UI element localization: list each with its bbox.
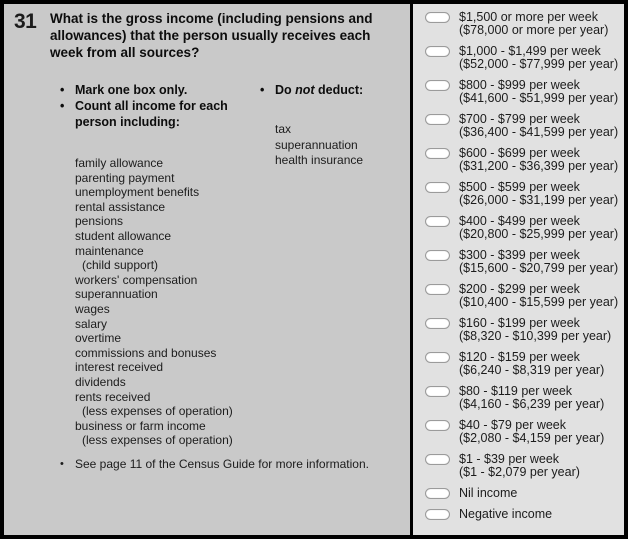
option-checkbox[interactable] — [425, 509, 450, 520]
option-week-label: $1,000 - $1,499 per week — [459, 44, 601, 58]
instructions-left-column — [60, 82, 242, 448]
income-source-item: dividends — [75, 374, 126, 389]
income-source-item: unemployment benefits — [75, 185, 200, 200]
option-week-label: $40 - $79 per week — [459, 418, 567, 432]
option-labels — [459, 79, 618, 105]
option-labels — [459, 385, 604, 411]
income-source-item: (less expenses of operation) — [82, 404, 233, 419]
income-source-item: workers' compensation — [75, 272, 198, 287]
income-option-row — [425, 351, 620, 377]
question-header — [4, 4, 410, 61]
option-year-label: ($2,080 - $4,159 per year) — [459, 431, 605, 445]
option-labels — [459, 113, 618, 139]
income-source-item: pensions — [75, 214, 124, 229]
income-option-row — [425, 283, 620, 309]
option-year-label: ($20,800 - $25,999 per year) — [459, 227, 619, 241]
instructions-right-column — [260, 82, 363, 448]
option-year-label: ($26,000 - $31,199 per year) — [459, 193, 619, 207]
option-labels — [459, 249, 618, 275]
instructions-columns — [4, 82, 410, 448]
option-checkbox[interactable] — [425, 46, 450, 57]
option-week-label: $500 - $599 per week — [459, 180, 580, 194]
option-year-label: ($10,400 - $15,599 per year) — [459, 295, 619, 309]
option-labels — [459, 215, 618, 241]
income-option-row — [425, 147, 620, 173]
income-option-row — [425, 249, 620, 275]
option-checkbox[interactable] — [425, 420, 450, 431]
income-source-item: parenting payment — [75, 170, 175, 185]
option-checkbox[interactable] — [425, 454, 450, 465]
deduct-item: superannuation — [275, 137, 358, 152]
option-labels — [459, 283, 618, 309]
option-week-label: Negative income — [459, 507, 553, 521]
option-week-label: $200 - $299 per week — [459, 282, 580, 296]
option-labels — [459, 453, 580, 479]
income-source-item: family allowance — [75, 156, 164, 170]
option-labels — [459, 11, 608, 37]
option-labels — [459, 317, 611, 343]
option-year-label: ($31,200 - $36,399 per year) — [459, 159, 619, 173]
income-option-row — [425, 79, 620, 105]
income-source-item: wages — [75, 301, 110, 316]
option-checkbox[interactable] — [425, 386, 450, 397]
option-week-label: $400 - $499 per week — [459, 214, 580, 228]
income-source-item: salary — [75, 316, 108, 331]
option-year-label: ($52,000 - $77,999 per year) — [459, 57, 619, 71]
option-week-label: $800 - $999 per week — [459, 78, 580, 92]
deduct-emph: not — [295, 83, 315, 97]
income-option-row — [425, 317, 620, 343]
option-checkbox[interactable] — [425, 148, 450, 159]
income-source-item: student allowance — [75, 228, 172, 243]
income-option-row — [425, 113, 620, 139]
income-source-item: (child support) — [82, 258, 159, 273]
question-number: 31 — [14, 10, 37, 33]
option-labels — [459, 487, 517, 500]
option-labels — [459, 419, 604, 445]
option-week-label: $700 - $799 per week — [459, 112, 580, 126]
option-week-label: $1,500 or more per week — [459, 10, 598, 24]
income-sources-list — [75, 156, 242, 448]
income-option-row — [425, 487, 620, 500]
option-year-label: ($36,400 - $41,599 per year) — [459, 125, 619, 139]
income-option-row — [425, 11, 620, 37]
option-checkbox[interactable] — [425, 284, 450, 295]
deduct-post: deduct: — [314, 83, 364, 97]
option-week-label: $300 - $399 per week — [459, 248, 580, 262]
income-source-item: interest received — [75, 360, 164, 375]
income-source-item: maintenance — [75, 243, 144, 258]
income-option-row — [425, 181, 620, 207]
option-year-label: ($4,160 - $6,239 per year) — [459, 397, 605, 411]
income-option-row — [425, 45, 620, 71]
question-text: What is the gross income (including pensions and allowances) that the person usually receives each week from all sources? — [50, 11, 373, 60]
option-checkbox[interactable] — [425, 12, 450, 23]
deduct-pre: Do — [275, 83, 296, 97]
option-year-label: ($78,000 or more per year) — [459, 23, 609, 37]
deduct-item: health insurance — [275, 153, 364, 167]
option-labels — [459, 508, 552, 521]
option-year-label: ($6,240 - $8,319 per year) — [459, 363, 605, 377]
question-panel — [4, 4, 413, 535]
option-year-label: ($41,600 - $51,999 per year) — [459, 91, 619, 105]
option-checkbox[interactable] — [425, 352, 450, 363]
income-source-item: superannuation — [75, 287, 158, 302]
option-week-label: $160 - $199 per week — [459, 316, 580, 330]
answer-panel — [413, 4, 624, 535]
option-year-label: ($8,320 - $10,399 per year) — [459, 329, 612, 343]
deduct-items-list — [275, 122, 363, 169]
deduct-item: tax — [275, 122, 292, 136]
income-option-row — [425, 508, 620, 521]
option-labels — [459, 181, 618, 207]
option-checkbox[interactable] — [425, 250, 450, 261]
income-source-item: (less expenses of operation) — [82, 433, 233, 448]
income-source-item: business or farm income — [75, 418, 206, 433]
option-labels — [459, 45, 618, 71]
income-option-row — [425, 385, 620, 411]
income-option-row — [425, 215, 620, 241]
option-checkbox[interactable] — [425, 114, 450, 125]
instruction-do-not-deduct — [260, 82, 363, 98]
income-source-item: rental assistance — [75, 199, 166, 214]
option-year-label: ($1 - $2,079 per year) — [459, 465, 580, 479]
option-week-label: $80 - $119 per week — [459, 384, 573, 398]
income-source-item: rents received — [75, 389, 151, 404]
option-labels — [459, 351, 604, 377]
income-source-item: commissions and bonuses — [75, 345, 217, 360]
option-checkbox[interactable] — [425, 80, 450, 91]
option-checkbox[interactable] — [425, 318, 450, 329]
option-labels — [459, 147, 618, 173]
option-week-label: $120 - $159 per week — [459, 350, 580, 364]
income-source-item: overtime — [75, 331, 122, 346]
income-option-row — [425, 419, 620, 445]
option-checkbox[interactable] — [425, 182, 450, 193]
option-checkbox[interactable] — [425, 216, 450, 227]
option-week-label: $600 - $699 per week — [459, 146, 580, 160]
option-checkbox[interactable] — [425, 488, 450, 499]
option-year-label: ($15,600 - $20,799 per year) — [459, 261, 619, 275]
option-week-label: Nil income — [459, 486, 518, 500]
income-option-row — [425, 453, 620, 479]
instruction-count-all: • Count all income for each person including: — [60, 98, 242, 130]
instruction-mark-one: • Mark one box only. — [60, 82, 242, 98]
census-guide-footnote: • See page 11 of the Census Guide for more information. — [60, 457, 410, 472]
option-week-label: $1 - $39 per week — [459, 452, 560, 466]
